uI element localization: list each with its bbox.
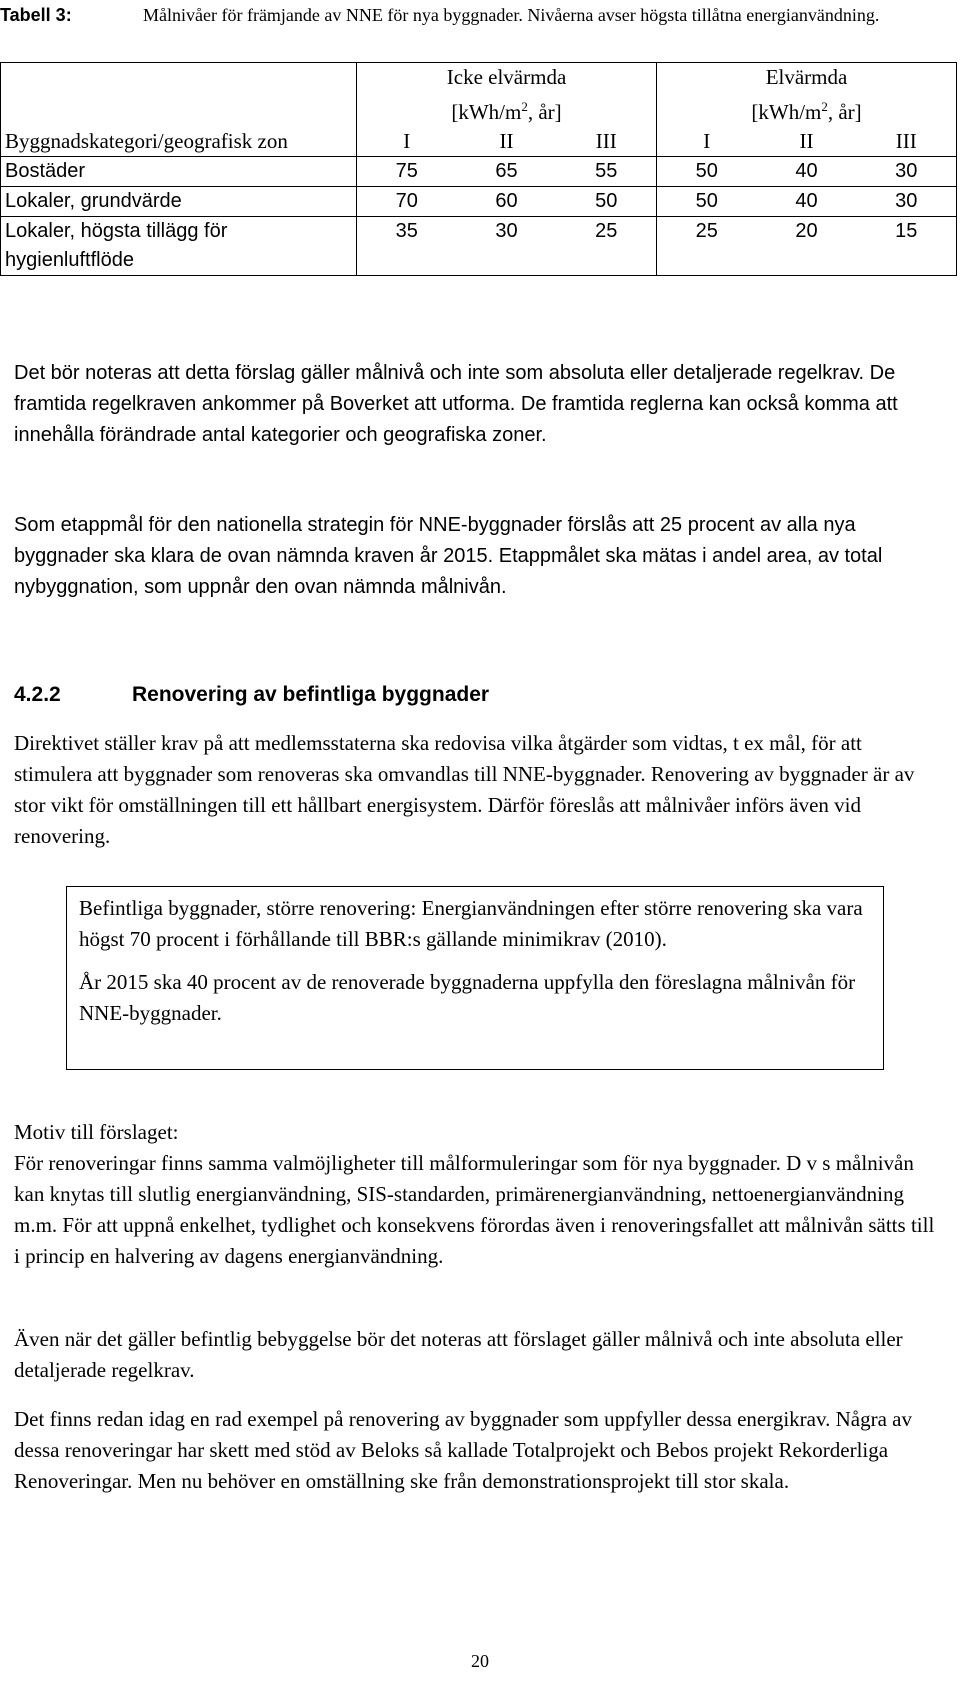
value-cell: 65: [457, 157, 557, 187]
note-paragraph: Det bör noteras att detta förslag gäller målnivå och inte som absoluta eller detaljerade regelkrav. De framtida regelkraven ankommer på Boverket att utforma. De framtida reglerna kan också komma att innehålla förändrade antal kategorier och geografiska zoner.: [14, 362, 898, 446]
proposal-text-1: Befintliga byggnader, större renovering: Energianvändningen efter större renovering ska vara högst 70 procent i förhållande till BBR:s gällande minimikrav (2010).: [79, 896, 863, 951]
value-cell: 30: [857, 187, 957, 217]
value-cell: 25: [657, 217, 757, 276]
value-cell: 15: [857, 217, 957, 276]
value-cell: 35: [357, 217, 457, 276]
zone-header: III: [857, 127, 957, 157]
value-cell: 20: [757, 217, 857, 276]
value-cell: 25: [557, 217, 657, 276]
group-header-elvarmda: Elvärmda [$kWh/m^2$, år]: [657, 63, 957, 128]
row-label: Lokaler, högsta tillägg för hygienluftflöde: [1, 217, 357, 276]
motivation-paragraph-1: För renoveringar finns samma valmöjligheter till målformuleringar som för nya byggnader. D v s målnivån kan knytas till slutlig energianvändning, SIS-standarden, primärenergianvändning, nettoenergianvändning m.m. För att uppnå enkelhet, tydlighet och konsekvens förordas även i renoveringsfallet att målnivån sätts till i princip en halvering av dagens energianvändning.: [14, 1151, 935, 1268]
milestone-paragraph: Som etappmål för den nationella strategin för NNE-byggnader förslås att 25 procent av alla nya byggnader ska klara de ovan nämnda kraven år 2015. Etappmålet ska mätas i andel area, av total nybyggnation, som uppnår den ovan nämnda målnivån.: [14, 514, 883, 598]
caption-label: Tabell 3:: [0, 5, 72, 25]
value-cell: 30: [857, 157, 957, 187]
table-corner-cell: [1, 63, 357, 128]
table-row: [1, 217, 957, 276]
value-cell: 60: [457, 187, 557, 217]
value-cell: 40: [757, 187, 857, 217]
value-cell: 30: [457, 217, 557, 276]
target-levels-table: [0, 62, 957, 276]
zone-header: I: [357, 127, 457, 157]
proposal-text-2: År 2015 ska 40 procent av de renoverade byggnaderna uppfylla den föreslagna målnivån för NNE-byggnader.: [79, 970, 856, 1025]
table-row: [1, 187, 957, 217]
value-cell: 75: [357, 157, 457, 187]
table-header-row-zones: [1, 127, 957, 157]
section-title: Renovering av befintliga byggnader: [132, 683, 490, 706]
row-label: Lokaler, grundvärde: [1, 187, 357, 217]
zone-header: I: [657, 127, 757, 157]
value-cell: 55: [557, 157, 657, 187]
motivation-paragraph-2: Även när det gäller befintlig bebyggelse bör det noteras att förslaget gäller målnivå och inte absoluta eller detaljerade regelkrav.: [14, 1327, 903, 1382]
value-cell: 40: [757, 157, 857, 187]
proposal-box: [66, 886, 884, 1070]
motivation-heading: Motiv till förslaget:: [14, 1120, 179, 1144]
table-header-row-groups: [1, 63, 957, 128]
caption-text: Målnivåer för främjande av NNE för nya byggnader. Nivåerna avser högsta tillåtna energianvändning.: [143, 5, 880, 25]
page-number: 20: [471, 1651, 489, 1671]
value-cell: 70: [357, 187, 457, 217]
zone-header: III: [557, 127, 657, 157]
row-label: Bostäder: [1, 157, 357, 187]
zone-header: II: [457, 127, 557, 157]
value-cell: 50: [557, 187, 657, 217]
section-number: 4.2.2: [14, 683, 61, 706]
table-row: [1, 157, 957, 187]
group-header-icke-elvarmda: Icke elvärmda [$kWh/m^2$, år]: [357, 63, 657, 128]
intro-paragraph: Direktivet ställer krav på att medlemsstaterna ska redovisa vilka åtgärder som vidtas, t ex mål, för att stimulera att byggnader som renoveras ska omvandlas till NNE-byggnader. Renovering av byggnader är av stor vikt för omställningen till ett hållbart energisystem. Därför föreslås att målnivåer införs även vid renovering.: [14, 731, 915, 848]
section-heading: [14, 683, 489, 707]
motivation-paragraph-3: Det finns redan idag en rad exempel på renovering av byggnader som uppfyller dessa energikrav. Några av dessa renoveringar har skett med stöd av Beloks så kallade Totalprojekt och Bebos projekt Rekorderliga Renoveringar. Men nu behöver en omställning ske från demonstrationsprojekt till stor skala.: [14, 1407, 912, 1493]
value-cell: 50: [657, 187, 757, 217]
zone-header: II: [757, 127, 857, 157]
category-header: Byggnadskategori/geografisk zon: [1, 127, 357, 157]
value-cell: 50: [657, 157, 757, 187]
